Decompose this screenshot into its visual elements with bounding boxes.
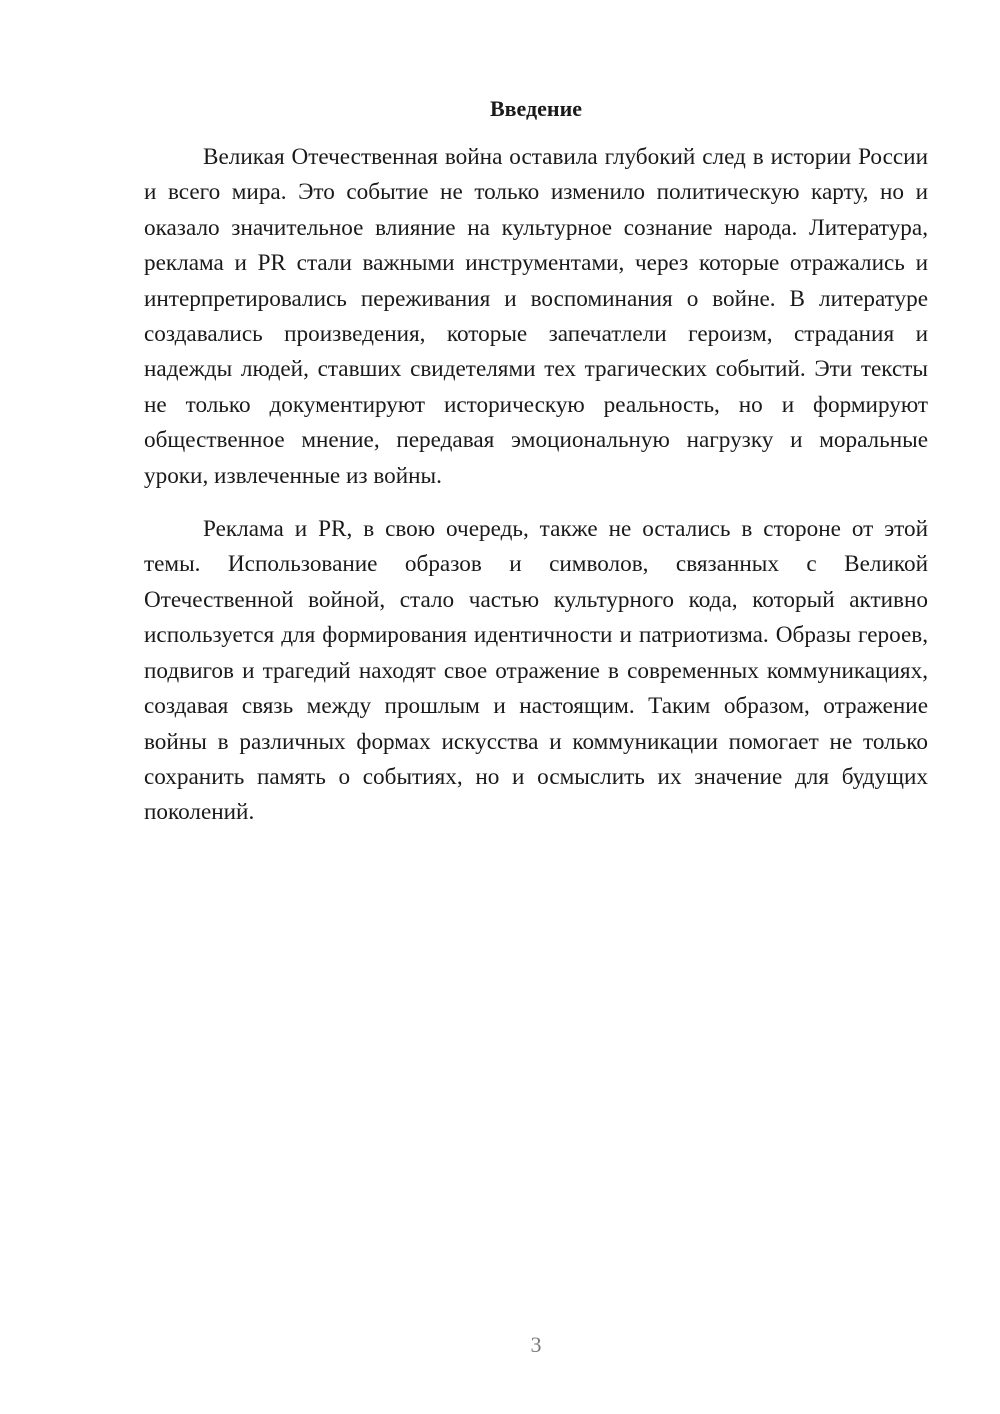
page-title: Введение <box>489 96 583 121</box>
paragraph-1: Великая Отечественная война оставила глубокий след в истории России и всего мира. Это событие не только изменило политическую карту, но и оказало значительное влияние на культурное сознание народа. Литература, реклама и PR стали важными инструментами, через которые отражались и интерпретировались переживания и воспоминания о войне. В литературе создавались произведения, которые запечатлели героизм, страдания и надежды людей, ставших свидетелями тех трагических событий. Эти тексты не только документируют историческую реальность, но и формируют общественное мнение, передавая эмоциональную нагрузку и моральные уроки, извлеченные из войны. <box>144 144 928 489</box>
paragraph-2: Реклама и PR, в свою очередь, также не остались в стороне от этой темы. Использование образов и символов, связанных с Великой Отечественной войной, стало частью культурного кода, который активно используется для формирования идентичности и патриотизма. Образы героев, подвигов и трагедий находят свое отражение в современных коммуникациях, создавая связь между прошлым и настоящим. Таким образом, отражение войны в различных формах искусства и коммуникации помогает не только сохранить память о событиях, но и осмыслить их значение для будущих поколений. <box>144 516 928 826</box>
page-content <box>144 94 928 831</box>
page-number: 3 <box>530 1332 542 1357</box>
